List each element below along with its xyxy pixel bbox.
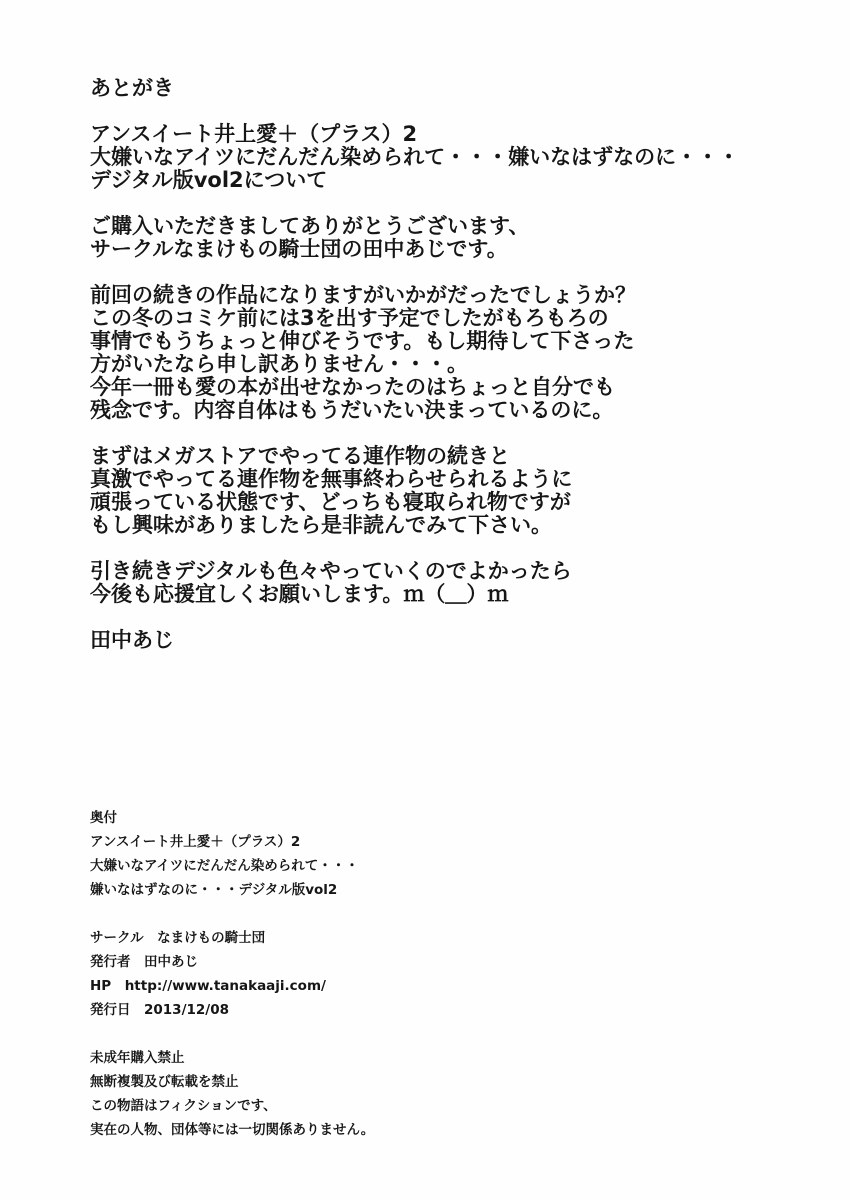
afterword-text-line: 今後も応援宜しくお願いします。ｍ（＿）ｍ bbox=[90, 582, 509, 606]
publisher-line: 発行者 田中あじ bbox=[90, 954, 198, 970]
afterword-text-line: 事情でもうちょっと伸びそうです。もし期待して下さった bbox=[90, 329, 635, 353]
colophon-heading: 奥付 bbox=[90, 810, 117, 826]
afterword-title-block bbox=[90, 123, 739, 192]
afterword-text-line: サークルなまけもの騎士団の田中あじです。 bbox=[90, 237, 508, 261]
afterword-title-line: 大嫌いなアイツにだんだん染められて・・・嫌いなはずなのに・・・ bbox=[90, 145, 740, 169]
colophon-publisher-block bbox=[90, 926, 374, 1022]
colophon-notice-block bbox=[90, 1046, 374, 1142]
afterword-text-line: 真激でやってる連作物を無事終わらせられるように bbox=[90, 467, 573, 491]
notice-line: 無断複製及び転載を禁止 bbox=[90, 1074, 239, 1090]
afterword-title-line: デジタル版vol2について bbox=[90, 168, 328, 192]
colophon-title-line: 嫌いなはずなのに・・・デジタル版vol2 bbox=[90, 882, 338, 898]
publish-date-line: 発行日 2013/12/08 bbox=[90, 1002, 230, 1018]
colophon-title-line: 大嫌いなアイツにだんだん染められて・・・ bbox=[90, 858, 359, 874]
afterword-text-line: ご購入いただきましてありがとうございます、 bbox=[90, 214, 530, 238]
afterword-text-line: 頑張っている状態です、どっちも寝取られ物ですが bbox=[90, 490, 571, 514]
notice-line: 未成年購入禁止 bbox=[90, 1050, 185, 1066]
afterword-text-line: まずはメガストアでやってる連作物の続きと bbox=[90, 444, 510, 468]
afterword-title-line: アンスイート井上愛＋（プラス）2 bbox=[90, 122, 418, 146]
notice-line: 実在の人物、団体等には一切関係ありません。 bbox=[90, 1122, 375, 1138]
afterword-text-line: もし興味がありましたら是非読んでみて下さい。 bbox=[90, 513, 552, 537]
afterword-signature bbox=[90, 629, 739, 652]
notice-line: この物語はフィクションです、 bbox=[90, 1098, 277, 1114]
afterword-greeting-paragraph bbox=[90, 215, 739, 261]
afterword-text-line: 残念です。内容自体はもうだいたい決まっているのに。 bbox=[90, 398, 614, 422]
afterword-text-line: 前回の続きの作品になりますがいかがだったでしょうか？ bbox=[90, 283, 636, 307]
homepage-line: HP http://www.tanakaaji.com/ bbox=[90, 978, 326, 994]
circle-name-line: サークル なまけもの騎士団 bbox=[90, 930, 266, 946]
afterword-text-line: 引き続きデジタルも色々やっていくのでよかったら bbox=[90, 559, 572, 583]
afterword-closing-paragraph bbox=[90, 560, 739, 606]
afterword-section bbox=[90, 77, 739, 652]
afterword-text-line: 今年一冊も愛の本が出せなかったのはちょっと自分でも bbox=[90, 375, 615, 399]
afterword-heading: あとがき bbox=[90, 76, 174, 100]
colophon-title-line: アンスイート井上愛＋（プラス）2 bbox=[90, 834, 301, 850]
afterword-text-line: この冬のコミケ前には3を出す予定でしたがもろもろの bbox=[90, 306, 609, 330]
afterword-body-paragraph bbox=[90, 284, 739, 422]
afterword-works-paragraph bbox=[90, 445, 739, 537]
afterword-text-line: 方がいたなら申し訳ありません・・・。 bbox=[90, 352, 468, 376]
author-name: 田中あじ bbox=[90, 628, 174, 652]
colophon-section bbox=[90, 806, 374, 1142]
